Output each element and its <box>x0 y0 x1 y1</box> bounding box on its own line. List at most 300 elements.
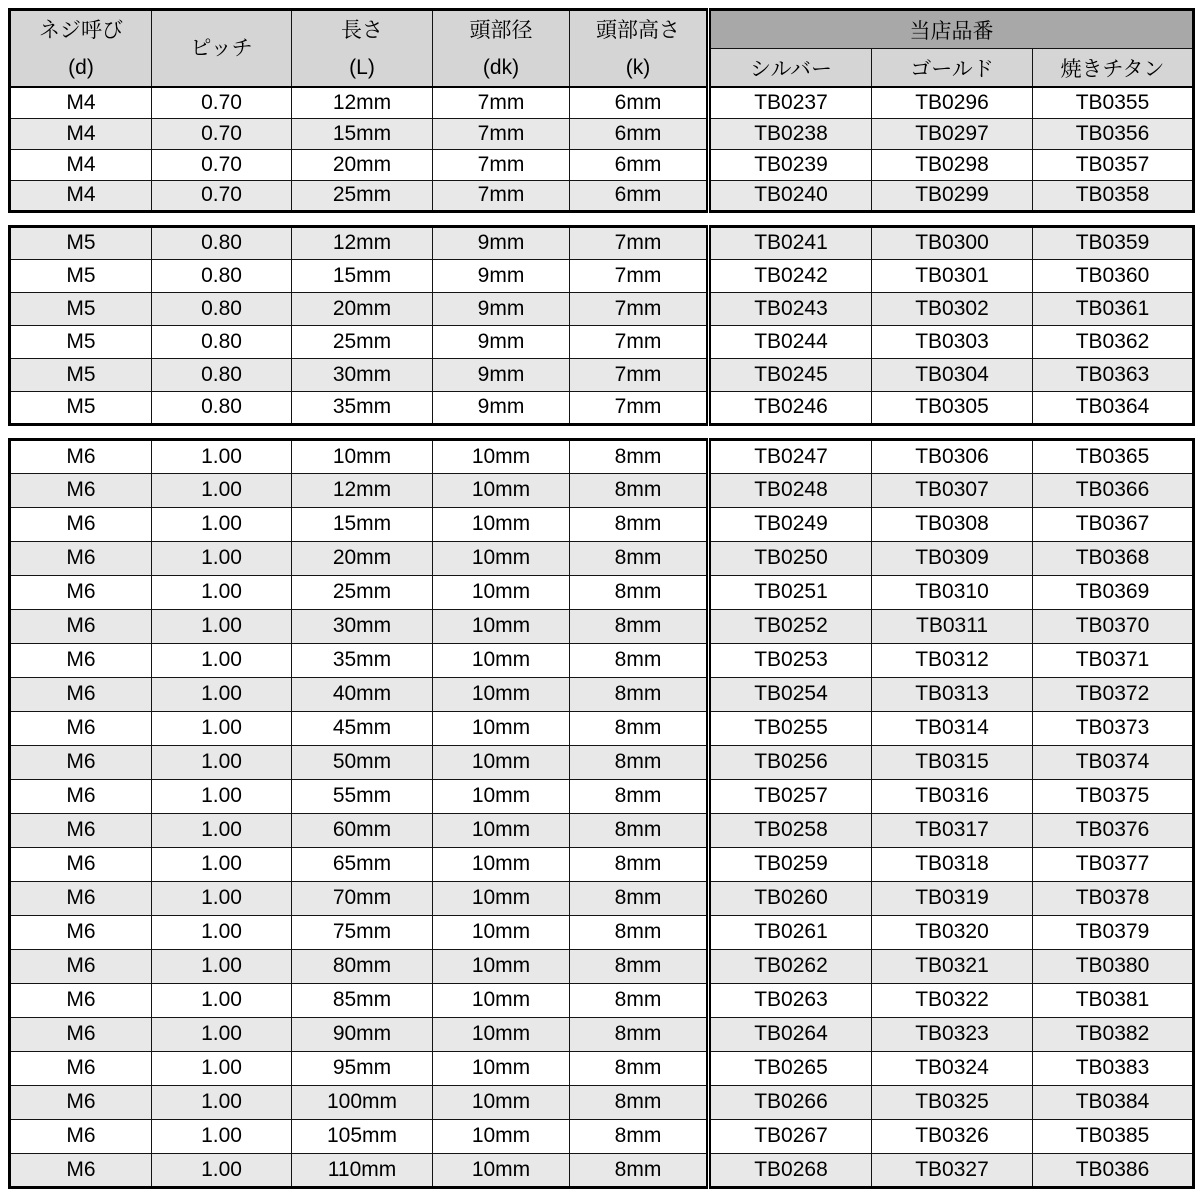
cell-length: 75mm <box>292 915 433 949</box>
cell-head-height: 8mm <box>570 643 709 677</box>
cell-head-dia: 10mm <box>433 541 570 575</box>
cell-size: M5 <box>10 325 152 358</box>
cell-size: M5 <box>10 358 152 391</box>
cell-part-titan: TB0360 <box>1033 259 1194 292</box>
cell-part-silver: TB0266 <box>709 1085 872 1119</box>
cell-part-gold: TB0311 <box>872 609 1033 643</box>
cell-head-dia: 9mm <box>433 292 570 325</box>
cell-length: 45mm <box>292 711 433 745</box>
cell-part-gold: TB0315 <box>872 745 1033 779</box>
cell-pitch: 0.80 <box>152 358 292 391</box>
table-row <box>10 779 1194 813</box>
cell-head-height: 8mm <box>570 1153 709 1187</box>
cell-part-gold: TB0327 <box>872 1153 1033 1187</box>
cell-pitch: 1.00 <box>152 847 292 881</box>
cell-pitch: 0.70 <box>152 180 292 211</box>
cell-part-silver: TB0243 <box>709 292 872 325</box>
col-header-pitch-label: ピッチ <box>190 36 253 60</box>
table-row <box>10 325 1194 358</box>
col-header-size-line1: ネジ呼び <box>39 18 123 42</box>
cell-part-titan: TB0358 <box>1033 180 1194 211</box>
cell-head-height: 8mm <box>570 915 709 949</box>
cell-size: M6 <box>10 847 152 881</box>
cell-part-titan: TB0363 <box>1033 358 1194 391</box>
cell-part-gold: TB0307 <box>872 473 1033 507</box>
cell-part-titan: TB0365 <box>1033 439 1194 473</box>
cell-part-titan: TB0375 <box>1033 779 1194 813</box>
cell-size: M6 <box>10 1153 152 1187</box>
table-row <box>10 677 1194 711</box>
cell-length: 30mm <box>292 358 433 391</box>
cell-part-titan: TB0379 <box>1033 915 1194 949</box>
cell-length: 20mm <box>292 541 433 575</box>
cell-pitch: 1.00 <box>152 1051 292 1085</box>
cell-size: M5 <box>10 259 152 292</box>
cell-length: 100mm <box>292 1085 433 1119</box>
col-header-head-dia-line2: (dk) <box>482 55 520 79</box>
table-row <box>10 1153 1194 1187</box>
cell-part-gold: TB0322 <box>872 983 1033 1017</box>
cell-head-dia: 10mm <box>433 847 570 881</box>
cell-pitch: 0.80 <box>152 259 292 292</box>
cell-part-silver: TB0258 <box>709 813 872 847</box>
table-row <box>10 292 1194 325</box>
cell-length: 12mm <box>292 473 433 507</box>
cell-length: 55mm <box>292 779 433 813</box>
cell-part-titan: TB0373 <box>1033 711 1194 745</box>
cell-head-height: 8mm <box>570 1051 709 1085</box>
cell-part-titan: TB0371 <box>1033 643 1194 677</box>
cell-head-dia: 9mm <box>433 358 570 391</box>
table-row <box>10 949 1194 983</box>
cell-length: 30mm <box>292 609 433 643</box>
cell-length: 60mm <box>292 813 433 847</box>
cell-size: M4 <box>10 118 152 149</box>
cell-head-height: 8mm <box>570 711 709 745</box>
table-row <box>10 391 1194 424</box>
cell-head-dia: 10mm <box>433 813 570 847</box>
cell-head-dia: 10mm <box>433 473 570 507</box>
cell-length: 65mm <box>292 847 433 881</box>
cell-pitch: 1.00 <box>152 745 292 779</box>
col-header-pitch <box>152 10 292 88</box>
cell-head-height: 7mm <box>570 292 709 325</box>
section-m4-body <box>10 87 1194 211</box>
cell-part-titan: TB0361 <box>1033 292 1194 325</box>
cell-part-silver: TB0246 <box>709 391 872 424</box>
cell-head-height: 7mm <box>570 325 709 358</box>
table-row <box>10 1051 1194 1085</box>
cell-part-titan: TB0355 <box>1033 87 1194 118</box>
cell-part-gold: TB0310 <box>872 575 1033 609</box>
table-row <box>10 575 1194 609</box>
cell-length: 110mm <box>292 1153 433 1187</box>
cell-head-height: 8mm <box>570 473 709 507</box>
cell-length: 50mm <box>292 745 433 779</box>
cell-head-height: 8mm <box>570 1119 709 1153</box>
cell-part-titan: TB0372 <box>1033 677 1194 711</box>
cell-size: M6 <box>10 609 152 643</box>
cell-pitch: 0.80 <box>152 226 292 259</box>
cell-head-height: 6mm <box>570 149 709 180</box>
cell-size: M6 <box>10 473 152 507</box>
table-row <box>10 226 1194 259</box>
cell-part-titan: TB0356 <box>1033 118 1194 149</box>
table-row <box>10 87 1194 118</box>
cell-size: M4 <box>10 87 152 118</box>
spec-table-m4 <box>8 8 1195 213</box>
cell-pitch: 1.00 <box>152 813 292 847</box>
cell-pitch: 1.00 <box>152 983 292 1017</box>
cell-length: 25mm <box>292 325 433 358</box>
cell-pitch: 1.00 <box>152 915 292 949</box>
cell-head-dia: 10mm <box>433 609 570 643</box>
cell-part-silver: TB0241 <box>709 226 872 259</box>
cell-pitch: 1.00 <box>152 507 292 541</box>
cell-length: 25mm <box>292 575 433 609</box>
cell-head-dia: 10mm <box>433 677 570 711</box>
table-row <box>10 983 1194 1017</box>
cell-head-height: 8mm <box>570 813 709 847</box>
cell-part-titan: TB0374 <box>1033 745 1194 779</box>
cell-head-height: 6mm <box>570 87 709 118</box>
cell-part-silver: TB0237 <box>709 87 872 118</box>
cell-part-silver: TB0251 <box>709 575 872 609</box>
cell-length: 95mm <box>292 1051 433 1085</box>
cell-size: M5 <box>10 391 152 424</box>
cell-head-height: 6mm <box>570 180 709 211</box>
table-row <box>10 1119 1194 1153</box>
cell-part-gold: TB0302 <box>872 292 1033 325</box>
cell-part-gold: TB0305 <box>872 391 1033 424</box>
cell-size: M6 <box>10 507 152 541</box>
cell-pitch: 0.80 <box>152 391 292 424</box>
cell-pitch: 1.00 <box>152 643 292 677</box>
col-header-length-line2: (L) <box>349 55 375 79</box>
cell-head-dia: 7mm <box>433 118 570 149</box>
cell-head-height: 8mm <box>570 575 709 609</box>
cell-part-gold: TB0314 <box>872 711 1033 745</box>
col-header-head-dia-line1: 頭部径 <box>469 18 533 42</box>
cell-part-gold: TB0299 <box>872 180 1033 211</box>
cell-size: M6 <box>10 1051 152 1085</box>
cell-part-gold: TB0297 <box>872 118 1033 149</box>
cell-part-titan: TB0362 <box>1033 325 1194 358</box>
cell-part-titan: TB0382 <box>1033 1017 1194 1051</box>
cell-size: M6 <box>10 779 152 813</box>
cell-size: M6 <box>10 983 152 1017</box>
table-row <box>10 711 1194 745</box>
cell-part-titan: TB0369 <box>1033 575 1194 609</box>
cell-head-height: 8mm <box>570 779 709 813</box>
cell-size: M6 <box>10 541 152 575</box>
cell-part-silver: TB0260 <box>709 881 872 915</box>
cell-head-dia: 10mm <box>433 711 570 745</box>
cell-length: 20mm <box>292 292 433 325</box>
cell-part-gold: TB0303 <box>872 325 1033 358</box>
table-row <box>10 813 1194 847</box>
table-row <box>10 643 1194 677</box>
cell-head-height: 8mm <box>570 609 709 643</box>
cell-head-dia: 10mm <box>433 1051 570 1085</box>
cell-head-height: 8mm <box>570 1017 709 1051</box>
cell-head-dia: 7mm <box>433 149 570 180</box>
cell-head-height: 7mm <box>570 391 709 424</box>
cell-head-dia: 10mm <box>433 575 570 609</box>
cell-head-height: 8mm <box>570 541 709 575</box>
cell-part-titan: TB0381 <box>1033 983 1194 1017</box>
table-row <box>10 358 1194 391</box>
cell-part-titan: TB0384 <box>1033 1085 1194 1119</box>
cell-head-dia: 10mm <box>433 1017 570 1051</box>
cell-pitch: 1.00 <box>152 609 292 643</box>
cell-size: M6 <box>10 439 152 473</box>
cell-length: 15mm <box>292 507 433 541</box>
cell-pitch: 1.00 <box>152 1119 292 1153</box>
table-row <box>10 541 1194 575</box>
cell-pitch: 0.70 <box>152 149 292 180</box>
cell-part-silver: TB0268 <box>709 1153 872 1187</box>
cell-head-dia: 10mm <box>433 1153 570 1187</box>
cell-length: 40mm <box>292 677 433 711</box>
cell-length: 12mm <box>292 87 433 118</box>
cell-head-height: 8mm <box>570 677 709 711</box>
cell-part-gold: TB0325 <box>872 1085 1033 1119</box>
cell-part-gold: TB0316 <box>872 779 1033 813</box>
section-m5-body <box>10 226 1194 424</box>
cell-size: M6 <box>10 949 152 983</box>
col-header-gold: ゴールド <box>872 49 1033 88</box>
col-header-size <box>10 10 152 88</box>
cell-length: 85mm <box>292 983 433 1017</box>
cell-part-silver: TB0252 <box>709 609 872 643</box>
col-header-head-height <box>570 10 709 88</box>
cell-size: M6 <box>10 813 152 847</box>
table-row <box>10 149 1194 180</box>
cell-head-dia: 10mm <box>433 1085 570 1119</box>
cell-head-dia: 10mm <box>433 915 570 949</box>
cell-head-dia: 10mm <box>433 779 570 813</box>
table-row <box>10 847 1194 881</box>
cell-size: M6 <box>10 1085 152 1119</box>
cell-head-height: 8mm <box>570 881 709 915</box>
cell-pitch: 1.00 <box>152 881 292 915</box>
cell-head-height: 8mm <box>570 507 709 541</box>
cell-size: M6 <box>10 881 152 915</box>
cell-part-silver: TB0257 <box>709 779 872 813</box>
cell-part-titan: TB0368 <box>1033 541 1194 575</box>
cell-part-gold: TB0319 <box>872 881 1033 915</box>
cell-part-gold: TB0313 <box>872 677 1033 711</box>
cell-part-gold: TB0301 <box>872 259 1033 292</box>
cell-part-silver: TB0242 <box>709 259 872 292</box>
cell-size: M6 <box>10 1119 152 1153</box>
cell-head-dia: 10mm <box>433 507 570 541</box>
table-row <box>10 473 1194 507</box>
cell-part-gold: TB0312 <box>872 643 1033 677</box>
cell-size: M6 <box>10 643 152 677</box>
cell-head-height: 8mm <box>570 983 709 1017</box>
cell-head-dia: 10mm <box>433 643 570 677</box>
table-row <box>10 915 1194 949</box>
cell-part-titan: TB0380 <box>1033 949 1194 983</box>
cell-part-silver: TB0239 <box>709 149 872 180</box>
spec-table-m5 <box>8 225 1195 426</box>
cell-part-titan: TB0378 <box>1033 881 1194 915</box>
col-header-titan: 焼きチタン <box>1033 49 1194 88</box>
col-header-size-line2: (d) <box>68 55 94 79</box>
cell-part-gold: TB0317 <box>872 813 1033 847</box>
table-row <box>10 881 1194 915</box>
cell-part-titan: TB0364 <box>1033 391 1194 424</box>
cell-length: 15mm <box>292 259 433 292</box>
table-row <box>10 745 1194 779</box>
cell-part-gold: TB0308 <box>872 507 1033 541</box>
spec-table-m6 <box>8 438 1195 1189</box>
cell-size: M6 <box>10 575 152 609</box>
cell-part-gold: TB0300 <box>872 226 1033 259</box>
table-header <box>10 10 1194 88</box>
cell-part-silver: TB0240 <box>709 180 872 211</box>
cell-pitch: 1.00 <box>152 439 292 473</box>
cell-part-gold: TB0320 <box>872 915 1033 949</box>
cell-part-gold: TB0318 <box>872 847 1033 881</box>
cell-part-silver: TB0248 <box>709 473 872 507</box>
col-header-head-height-line2: (k) <box>625 55 651 79</box>
cell-head-dia: 9mm <box>433 226 570 259</box>
col-header-head-height-line1: 頭部高さ <box>596 18 680 42</box>
cell-size: M4 <box>10 180 152 211</box>
cell-head-height: 8mm <box>570 1085 709 1119</box>
cell-part-silver: TB0267 <box>709 1119 872 1153</box>
cell-part-gold: TB0323 <box>872 1017 1033 1051</box>
cell-head-dia: 10mm <box>433 745 570 779</box>
cell-size: M6 <box>10 1017 152 1051</box>
table-row <box>10 1017 1194 1051</box>
cell-part-titan: TB0357 <box>1033 149 1194 180</box>
cell-size: M6 <box>10 915 152 949</box>
cell-length: 15mm <box>292 118 433 149</box>
col-header-head-dia <box>433 10 570 88</box>
cell-length: 20mm <box>292 149 433 180</box>
cell-head-dia: 10mm <box>433 1119 570 1153</box>
cell-head-height: 8mm <box>570 949 709 983</box>
cell-length: 90mm <box>292 1017 433 1051</box>
cell-pitch: 0.80 <box>152 292 292 325</box>
cell-pitch: 0.70 <box>152 87 292 118</box>
col-header-part-number-group: 当店品番 <box>709 10 1194 49</box>
cell-length: 35mm <box>292 643 433 677</box>
cell-head-height: 8mm <box>570 847 709 881</box>
cell-part-silver: TB0256 <box>709 745 872 779</box>
col-header-length-line1: 長さ <box>341 18 383 42</box>
cell-part-gold: TB0306 <box>872 439 1033 473</box>
cell-part-gold: TB0309 <box>872 541 1033 575</box>
cell-part-silver: TB0254 <box>709 677 872 711</box>
table-row <box>10 609 1194 643</box>
cell-part-titan: TB0359 <box>1033 226 1194 259</box>
cell-part-silver: TB0250 <box>709 541 872 575</box>
cell-head-dia: 10mm <box>433 439 570 473</box>
cell-part-silver: TB0249 <box>709 507 872 541</box>
cell-size: M6 <box>10 677 152 711</box>
cell-part-titan: TB0376 <box>1033 813 1194 847</box>
cell-length: 80mm <box>292 949 433 983</box>
cell-part-gold: TB0298 <box>872 149 1033 180</box>
table-row <box>10 259 1194 292</box>
cell-pitch: 1.00 <box>152 677 292 711</box>
cell-part-titan: TB0370 <box>1033 609 1194 643</box>
table-row <box>10 118 1194 149</box>
cell-pitch: 1.00 <box>152 949 292 983</box>
cell-part-titan: TB0366 <box>1033 473 1194 507</box>
section-m6-body <box>10 439 1194 1187</box>
cell-part-silver: TB0262 <box>709 949 872 983</box>
cell-pitch: 1.00 <box>152 779 292 813</box>
cell-length: 105mm <box>292 1119 433 1153</box>
cell-head-height: 8mm <box>570 745 709 779</box>
cell-length: 10mm <box>292 439 433 473</box>
cell-head-height: 7mm <box>570 226 709 259</box>
cell-part-titan: TB0377 <box>1033 847 1194 881</box>
cell-head-dia: 10mm <box>433 983 570 1017</box>
cell-size: M6 <box>10 745 152 779</box>
cell-part-silver: TB0255 <box>709 711 872 745</box>
cell-size: M6 <box>10 711 152 745</box>
col-header-silver: シルバー <box>709 49 872 88</box>
cell-head-height: 8mm <box>570 439 709 473</box>
cell-part-silver: TB0253 <box>709 643 872 677</box>
cell-part-silver: TB0263 <box>709 983 872 1017</box>
cell-head-dia: 9mm <box>433 325 570 358</box>
cell-length: 35mm <box>292 391 433 424</box>
cell-pitch: 1.00 <box>152 541 292 575</box>
cell-size: M4 <box>10 149 152 180</box>
cell-head-dia: 10mm <box>433 881 570 915</box>
cell-size: M5 <box>10 292 152 325</box>
cell-head-dia: 9mm <box>433 391 570 424</box>
table-row <box>10 1085 1194 1119</box>
cell-part-silver: TB0238 <box>709 118 872 149</box>
cell-part-titan: TB0386 <box>1033 1153 1194 1187</box>
cell-head-height: 7mm <box>570 259 709 292</box>
cell-head-dia: 9mm <box>433 259 570 292</box>
cell-length: 12mm <box>292 226 433 259</box>
table-row <box>10 507 1194 541</box>
cell-part-titan: TB0383 <box>1033 1051 1194 1085</box>
cell-head-height: 6mm <box>570 118 709 149</box>
cell-part-gold: TB0321 <box>872 949 1033 983</box>
cell-head-dia: 10mm <box>433 949 570 983</box>
cell-pitch: 0.80 <box>152 325 292 358</box>
cell-part-silver: TB0244 <box>709 325 872 358</box>
cell-part-gold: TB0324 <box>872 1051 1033 1085</box>
cell-part-gold: TB0296 <box>872 87 1033 118</box>
cell-size: M5 <box>10 226 152 259</box>
cell-head-height: 7mm <box>570 358 709 391</box>
table-row <box>10 439 1194 473</box>
cell-part-silver: TB0264 <box>709 1017 872 1051</box>
cell-pitch: 1.00 <box>152 1085 292 1119</box>
cell-pitch: 0.70 <box>152 118 292 149</box>
cell-part-silver: TB0259 <box>709 847 872 881</box>
cell-part-silver: TB0245 <box>709 358 872 391</box>
cell-part-silver: TB0261 <box>709 915 872 949</box>
cell-part-gold: TB0304 <box>872 358 1033 391</box>
cell-part-titan: TB0385 <box>1033 1119 1194 1153</box>
cell-head-dia: 7mm <box>433 87 570 118</box>
cell-pitch: 1.00 <box>152 711 292 745</box>
